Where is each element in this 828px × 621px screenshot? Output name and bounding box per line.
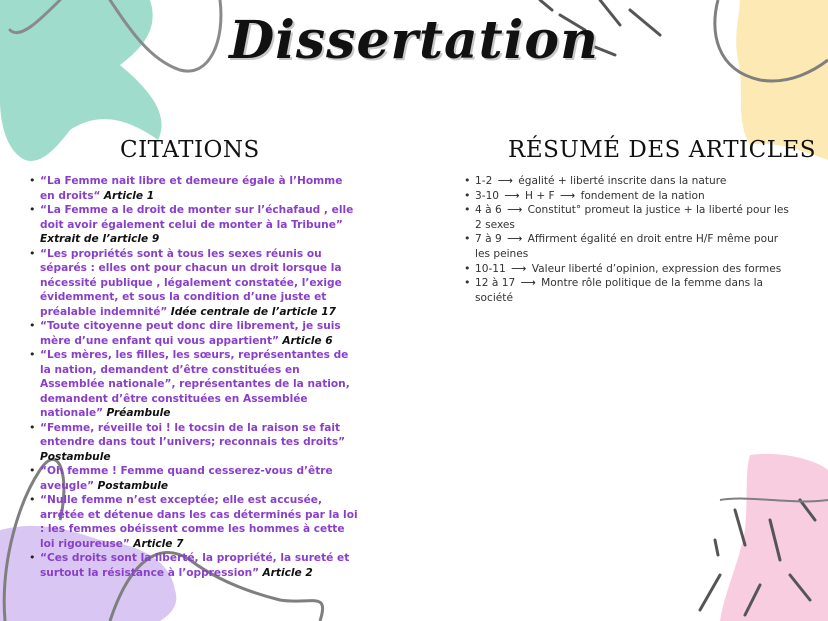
list-item: • “Oh femme ! Femme quand cesserez-vous d’être aveugle” Postambule [40, 464, 358, 493]
list-item: • 7 à 9 ⟶ Affirment égalité en droit entre H/F même pour les peines [475, 232, 793, 261]
list-item: • “Ces droits sont la liberté, la propriété, la sureté et surtout la résistance à l’oppression” Article 2 [40, 551, 358, 580]
resume-heading: RÉSUMÉ DES ARTICLES [508, 137, 817, 163]
list-item: • 12 à 17 ⟶ Montre rôle politique de la femme dans la société [475, 276, 793, 305]
list-item: • “Les propriétés sont à tous les sexes réunis ou séparés : elles ont pour chacun un droit lorsque la nécessité publique , légalement constatée, l’exige évidemment, et sous la condition d’une juste et préalable indemnité” Idée centrale de l’article 17 [40, 247, 358, 320]
arrow-icon: ⟶ [507, 233, 523, 246]
list-item: • 1-2 ⟶ égalité + liberté inscrite dans la nature [475, 174, 793, 189]
list-item: • 10-11 ⟶ Valeur liberté d’opinion, expression des formes [475, 262, 793, 277]
list-item: • “Les mères, les filles, les sœurs, représentantes de la nation, demandent d’être constituées en Assemblée nationale”, représentantes de la nation, demandent d’être constituées en Assemblée nationale” Préambule [40, 348, 358, 421]
citations-heading: CITATIONS [120, 137, 260, 163]
page-title: Dissertation [229, 10, 599, 71]
list-item: • “Femme, réveille toi ! le tocsin de la raison se fait entendre dans tout l’univers; reconnais tes droits” Postambule [40, 421, 358, 465]
list-item: • 4 à 6 ⟶ Constitut° promeut la justice + la liberté pour les 2 sexes [475, 203, 793, 232]
arrow-icon: ⟶ [497, 175, 513, 187]
arrow-icon: ⟶ [520, 277, 536, 290]
citations-list [40, 174, 358, 580]
arrow-icon: ⟶ [504, 189, 520, 202]
list-item: • “La Femme a le droit de monter sur l’échafaud , elle doit avoir également celui de monter à la Tribune” Extrait de l’article 9 [40, 203, 358, 247]
resume-list [475, 174, 793, 305]
list-item: • “Nulle femme n’est exceptée; elle est accusée, arrêtée et détenue dans les cas déterminés par la loi : les femmes obéissent comme les hommes à cette loi rigoureuse” Article 7 [40, 493, 358, 551]
arrow-icon: ⟶ [507, 204, 523, 217]
list-item: • “Toute citoyenne peut donc dire librement, je suis mère d’une enfant qui vous appartient” Article 6 [40, 319, 358, 348]
arrow-icon: ⟶ [511, 262, 527, 275]
list-item: • 3-10 ⟶ H + F ⟶ fondement de la nation [475, 189, 793, 204]
list-item: • “La Femme nait libre et demeure égale à l’Homme en droits“ Article 1 [40, 174, 358, 203]
arrow-icon: ⟶ [560, 189, 576, 202]
